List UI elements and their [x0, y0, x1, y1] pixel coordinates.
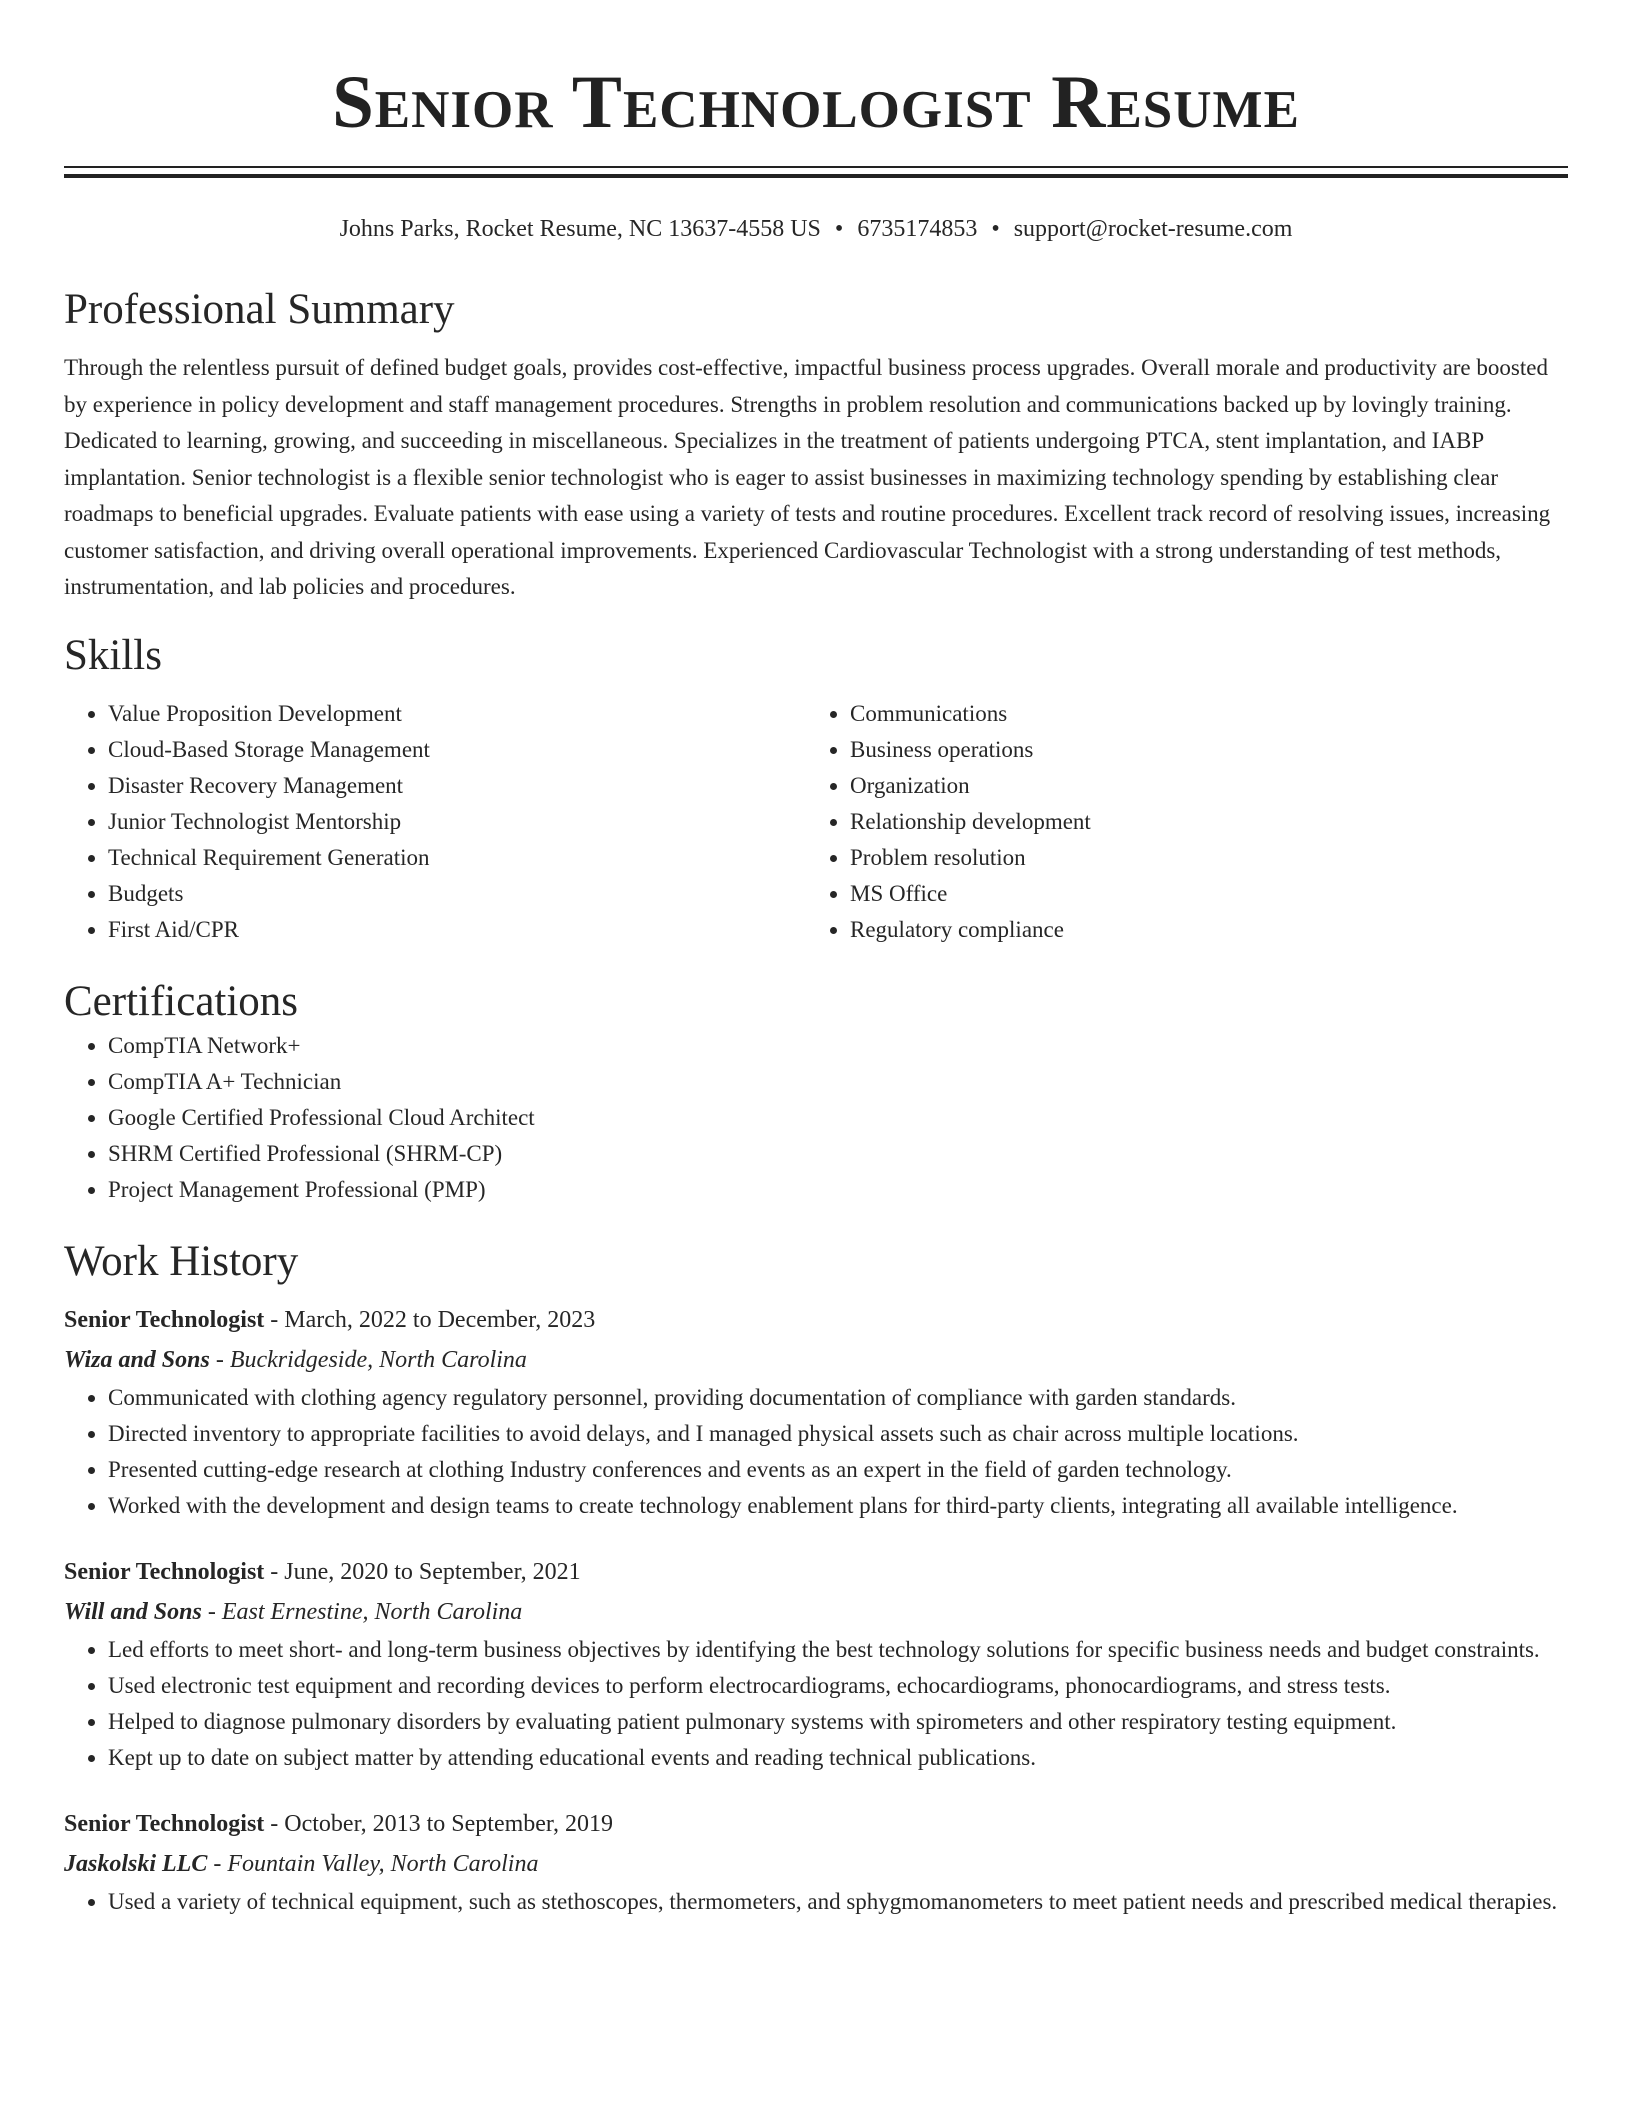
summary-heading: Professional Summary	[64, 286, 455, 333]
skill-item: • Disaster Recovery Management	[108, 768, 806, 804]
job-bullet: • Led efforts to meet short- and long-term business objectives by identifying the best technology solutions for specific business needs and budget constraints.	[108, 1632, 1568, 1668]
skill-item: • Cloud-Based Storage Management	[108, 732, 806, 768]
job-bullet: • Kept up to date on subject matter by attending educational events and reading technical publications.	[108, 1740, 1568, 1776]
job-title-line	[64, 1552, 1568, 1592]
summary-text: Through the relentless pursuit of defined budget goals, provides cost-effective, impactful business process upgrades. Overall morale and productivity are boosted by experience in policy development and staff management procedures. Strengths in problem resolution and communications backed up by lovingly training. Dedicated to learning, growing, and succeeding in miscellaneous. Specializes in the treatment of patients undergoing PTCA, stent implantation, and IABP implantation. Senior technologist is a flexible senior technologist who is eager to assist businesses in maximizing technology spending by establishing clear roadmaps to beneficial upgrades. Evaluate patients with ease using a variety of tests and routine procedures. Excellent track record of resolving issues, increasing customer satisfaction, and driving overall operational improvements. Experienced Cardiovascular Technologist with a strong understanding of test methods, instrumentation, and lab policies and procedures.	[64, 355, 1551, 599]
skill-item: • Relationship development	[850, 804, 1548, 840]
job-bullets	[64, 1380, 1568, 1524]
job-company-line	[64, 1340, 1568, 1380]
job-entry	[64, 1804, 1568, 1920]
certifications-heading: Certifications	[64, 977, 299, 1025]
skill-item: • First Aid/CPR	[108, 912, 806, 948]
job-location: - Fountain Valley, North Carolina	[207, 1850, 539, 1877]
skill-item: • Regulatory compliance	[850, 912, 1548, 948]
skills-heading: Skills	[64, 631, 162, 679]
title-divider-thin	[64, 166, 1568, 168]
skills-columns	[64, 696, 1568, 948]
job-company-line	[64, 1844, 1568, 1884]
job-entry	[64, 1552, 1568, 1776]
contact-email: support@rocket-resume.com	[1013, 216, 1293, 242]
job-company: Will and Sons	[64, 1598, 202, 1625]
job-company-line	[64, 1592, 1568, 1632]
job-title-line	[64, 1804, 1568, 1844]
job-bullet: • Helped to diagnose pulmonary disorders by evaluating patient pulmonary systems with spirometers and other respiratory testing equipment.	[108, 1704, 1568, 1740]
job-role: Senior Technologist	[64, 1306, 265, 1333]
contact-separator: •	[834, 216, 844, 242]
page-title: Senior Technologist Resume	[332, 61, 1300, 144]
skills-list-right	[806, 696, 1548, 948]
job-bullet: • Used electronic test equipment and recording devices to perform electrocardiograms, echocardiograms, phonocardiograms, and stress tests.	[108, 1668, 1568, 1704]
contact-separator: •	[991, 216, 1000, 242]
skills-column-left	[64, 696, 806, 948]
job-company: Jaskolski LLC	[64, 1850, 208, 1877]
resume-page	[64, 0, 1568, 1920]
contact-phone: 6735174853	[857, 216, 978, 242]
skills-column-right	[806, 696, 1548, 948]
title-divider-thick	[64, 174, 1568, 178]
skill-item: • Problem resolution	[850, 840, 1548, 876]
certification-item: • Project Management Professional (PMP)	[108, 1172, 1568, 1208]
job-bullets	[64, 1884, 1568, 1920]
job-location: - Buckridgeside, North Carolina	[209, 1346, 527, 1373]
work-history-heading: Work History	[64, 1237, 299, 1285]
job-location: - East Ernestine, North Carolina	[201, 1598, 523, 1625]
skill-item: • MS Office	[850, 876, 1548, 912]
job-dates: - June, 2020 to September, 2021	[264, 1558, 581, 1585]
contact-line	[64, 214, 1568, 244]
skill-item: • Organization	[850, 768, 1548, 804]
job-bullet: • Presented cutting-edge research at clothing Industry conferences and events as an expert in the field of garden technology.	[108, 1452, 1568, 1488]
certification-item: • CompTIA A+ Technician	[108, 1064, 1568, 1100]
certification-item: • CompTIA Network+	[108, 1028, 1568, 1064]
certification-item: • SHRM Certified Professional (SHRM-CP)	[108, 1136, 1568, 1172]
skill-item: • Technical Requirement Generation	[108, 840, 806, 876]
job-bullet: • Directed inventory to appropriate facilities to avoid delays, and I managed physical assets such as chair across multiple locations.	[108, 1416, 1568, 1452]
skill-item: • Budgets	[108, 876, 806, 912]
contact-address: Johns Parks, Rocket Resume, NC 13637-4558 US	[339, 216, 821, 242]
skills-list-left	[64, 696, 806, 948]
skill-item: • Junior Technologist Mentorship	[108, 804, 806, 840]
job-dates: - March, 2022 to December, 2023	[264, 1306, 596, 1333]
job-entry	[64, 1300, 1568, 1524]
job-role: Senior Technologist	[64, 1810, 265, 1837]
certification-item: • Google Certified Professional Cloud Architect	[108, 1100, 1568, 1136]
job-role: Senior Technologist	[64, 1558, 265, 1585]
job-bullet: • Worked with the development and design teams to create technology enablement plans for third-party clients, integrating all available intelligence.	[108, 1488, 1568, 1524]
skill-item: • Communications	[850, 696, 1548, 732]
certifications-list	[64, 1028, 1568, 1208]
job-company: Wiza and Sons	[64, 1346, 210, 1373]
skill-item: • Value Proposition Development	[108, 696, 806, 732]
job-bullet: • Used a variety of technical equipment, such as stethoscopes, thermometers, and sphygmomanometers to meet patient needs and prescribed medical therapies.	[108, 1884, 1568, 1920]
job-bullet: • Communicated with clothing agency regulatory personnel, providing documentation of compliance with garden standards.	[108, 1380, 1568, 1416]
job-bullets	[64, 1632, 1568, 1776]
skill-item: • Business operations	[850, 732, 1548, 768]
job-title-line	[64, 1300, 1568, 1340]
job-dates: - October, 2013 to September, 2019	[264, 1810, 613, 1837]
